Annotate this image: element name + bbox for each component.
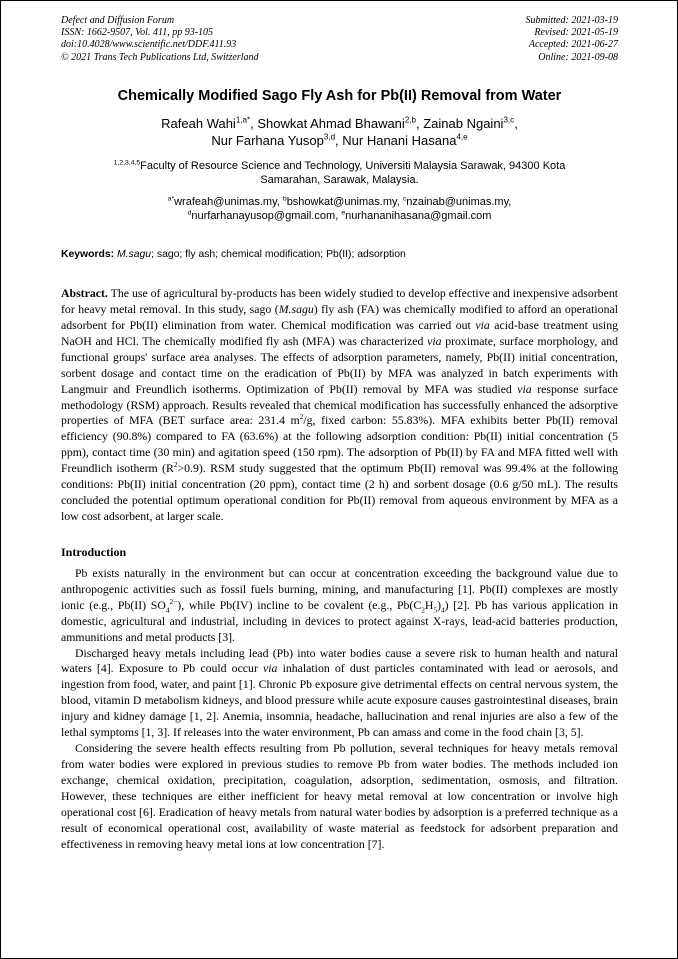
submitted-date: Submitted: 2021-03-19 — [525, 15, 618, 26]
journal-header — [61, 15, 618, 64]
intro-paragraph-2: Discharged heavy metals including lead (Pb) into water bodies cause a severe risk to human health and natural waters [4]. Exposure to Pb could occur via inhalation of dust particles contaminated with lead or aerosols, and ingestion from food, water, and paint [1]. Chronic Pb exposure give detrimental effects on central nervous system, the blood, vitamin D metabolism kidneys, and blood pressure while acute exposure causes gastrointestinal diseases, brain injury and kidney damage [1, 2]. Anemia, insomnia, headache, hallucination and renal injuries are also a few of the lethal symptoms [1, 3]. If releases into the water environment, Pb can amass and come in the food chain [3, 5]. — [61, 645, 619, 740]
affiliation-line: $^{1,2,3,4,5}$Faculty of Resource Science and Technology, Universiti Malaysia Sarawak, 94300 Kota Samarahan, Sarawak, Malaysia. — [113, 159, 566, 187]
journal-info — [61, 15, 259, 64]
author-emails: $^{a*}$wrafeah@unimas.my, $^b$bshowkat@unimas.my, $^c$nzainab@unimas.my, $^d$nurfarhanayusop@gmail.com, $^e$nurhananihasana@gmail.com — [167, 194, 512, 222]
journal-name: Defect and Diffusion Forum — [61, 15, 175, 26]
revised-date: Revised: 2021-05-19 — [534, 27, 618, 39]
section-heading-introduction: Introduction — [61, 544, 127, 559]
intro-paragraph-1: Pb exists naturally in the environment but can occur at concentration exceeding the background value due to anthropogenic activities such as fossil fuels burning, mining, and manufacturing [1]. Pb(II) complexes are mostly ionic (e.g., Pb(II) $SO_4^{2-}$), while Pb(IV) incline to be covalent (e.g., $Pb(C_2H_5)_4$) [2]. Pb has various application in domestic, agricultural and industrial, including in devices to protect against X-rays, lead-acid batteries production, ammunitions and metal products [3]. — [61, 565, 618, 644]
authors-line: Rafeah Wahi$^{1,a*}$, Showkat Ahmad Bhawani$^{2,b}$, Zainab Ngaini$^{3,c}$, Nur Farhana Yusop$^{3,d}$, Nur Hanani Hasana$^{4,e}$ — [161, 115, 518, 149]
journal-doi: doi:10.4028/www.scientific.net/DDF.411.93 — [61, 39, 237, 51]
abstract-paragraph: Abstract. The use of agricultural by-products has been widely studied to develop effective and inexpensive adsorbent for heavy metal removal. In this study, sago (M.sagu) fly ash (FA) was chemically modified to afford an operational adsorbent for Pb(II) elimination from water. Chemical modification was carried out via acid-base treatment using NaOH and HCl. The chemically modified fly ash (MFA) was characterized via proximate, surface morphology, and functional groups' surface area analyses. The effects of adsorption parameters, namely, Pb(II) initial concentration, sorbent dosage and contact time on the eradication of Pb(II) by MFA was analyzed in batch experiments with Langmuir and Freundlich isotherms. Optimization of Pb(II) removal by MFA was studied via response surface methodology (RSM) approach. Results revealed that chemical modification has successfully enhanced the adsorptive properties of MFA (BET surface area: 231.4 $m^2/g$, fixed carbon: 55.83%). MFA exhibits better Pb(II) removal efficiency (90.8%) compared to FA (63.6%) at the following adsorption condition: Pb(II) initial concentration (5 ppm), contact time (30 min) and agitation speed (150 rpm). The adsorption of Pb(II) by FA and MFA fitted well with Freundlich isotherm $(R^2>0.9)$. RSM study suggested that the optimum Pb(II) removal was 99.4% at the following conditions: Pb(II) initial concentration (20 ppm), contact time (2 h) and sorbent dosage (0.6 g/50 mL). The results concluded the potential optimum operational condition for Pb(II) removal from aqueous environment by MFA as a low cost adsorbent, at larger scale. — [61, 286, 618, 524]
paper-title: Chemically Modified Sago Fly Ash for Pb(II) Removal from Water — [117, 87, 562, 104]
submission-dates — [526, 15, 619, 64]
journal-issn-volume: ISSN: 1662-9507, Vol. 411, pp 93-105 — [61, 27, 214, 39]
accepted-date: Accepted: 2021-06-27 — [528, 39, 618, 51]
intro-paragraph-3: Considering the severe health effects resulting from Pb pollution, several techniques for heavy metals removal from water bodies were explored in previous studies to remove Pb from water bodies. The methods included ion exchange, chemical oxidation, precipitation, coagulation, adsorption, sedimentation, osmosis, and filtration. However, these techniques are either inefficient for heavy metal removal at low concentration or involve high operational cost [6]. Eradication of heavy metals from natural water bodies by adsorption is a preferred technique as a result of economical operational cost, availability of waste material as feedstock for adsorbent preparation and effectiveness in removing heavy metal ions at low concentration [7]. — [61, 741, 618, 851]
online-date: Online: 2021-09-08 — [538, 51, 618, 63]
keywords-line: Keywords: M.sagu; sago; fly ash; chemical modification; Pb(II); adsorption — [61, 249, 406, 261]
journal-copyright: © 2021 Trans Tech Publications Ltd, Switzerland — [61, 51, 259, 63]
